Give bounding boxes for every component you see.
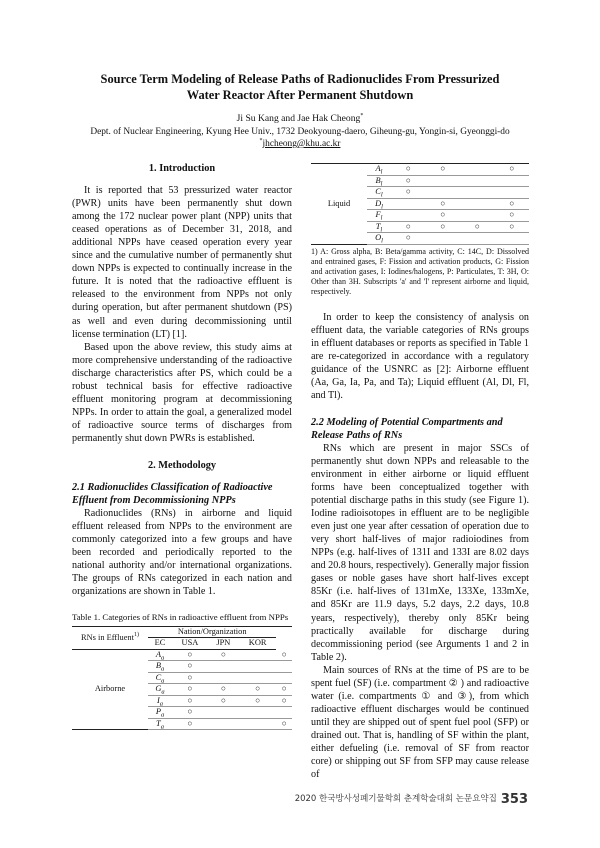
intro-paragraph-2: Based upon the above review, this study aims at more comprehensive understanding of the radioactive discharge characteristics after PS, which could be a robust technical basis for effective radioactive effluent monitoring program at decommissioning NPPs. In order to attain the goal, a generalized model of radioactive source terms of discharges from permanently shut down PWRs is established. (72, 341, 292, 444)
row-label: $C_l$ (367, 187, 391, 199)
table-cell (239, 718, 276, 730)
table-cell: ○ (276, 718, 292, 730)
table-cell: ○ (495, 198, 530, 210)
table-cell (239, 672, 276, 684)
table-cell (460, 210, 495, 222)
table-cell: ○ (495, 210, 530, 222)
row-label: $A_l$ (367, 164, 391, 176)
table-cell: ○ (172, 707, 208, 719)
table-cell (495, 187, 530, 199)
table-row (72, 649, 292, 661)
table-cell (239, 649, 276, 661)
row-label: $F_l$ (367, 210, 391, 222)
table-cell: ○ (172, 672, 208, 684)
authors (0, 113, 600, 125)
table-cell: ○ (426, 198, 461, 210)
email-link[interactable]: jhcheong@khu.ac.kr (262, 139, 341, 149)
col-kor: KOR (239, 638, 276, 650)
table-cell (495, 175, 530, 187)
methodology-heading: 2. Methodology (147, 459, 217, 471)
intro-heading: 1. Introduction (148, 163, 216, 174)
table-cell (460, 198, 495, 210)
row-label: $B_a$ (148, 661, 172, 673)
table-cell: ○ (172, 684, 208, 696)
table-cell (208, 661, 239, 673)
table-cell: ○ (426, 221, 461, 233)
table-cell (391, 210, 426, 222)
table-cell (426, 233, 461, 245)
table-cell (460, 187, 495, 199)
row-label: $C_a$ (148, 672, 172, 684)
table-cell (239, 707, 276, 719)
table-cell (239, 661, 276, 673)
table-cell (426, 175, 461, 187)
table-cell (276, 672, 292, 684)
table-cell: ○ (172, 695, 208, 707)
table-cell (495, 233, 530, 245)
table-cell: ○ (391, 187, 426, 199)
table-cell (460, 233, 495, 245)
right-paragraph-1: In order to keep the consistency of analysis on effluent data, the variable categories of RNs groups in effluent databases or reports as specified in Table 1 are re-categorized in accordance with a regulatory guidance of the USNRC as [2]: Airborne effluent (Aa, Ga, Ia, Pa, and Ta); Liquid effluent (Al, Dl, Fl, and Tl). (311, 311, 529, 401)
row-label: $T_a$ (148, 718, 172, 730)
col-jpn: JPN (208, 638, 239, 650)
subsection-2-2-heading: 2.2 Modeling of Potential Compartments and Release Paths of RNs (311, 416, 503, 441)
title-line-2: Water Reactor After Permanent Shutdown (186, 88, 414, 102)
affiliation: Dept. of Nuclear Engineering, Kyung Hee Univ., 1732 Deokyoung-daero, Giheung-gu, Yongin-si, Gyeonggi-do (90, 127, 510, 137)
row-label: $D_l$ (367, 198, 391, 210)
table-header-rn (72, 626, 148, 649)
table-cell: ○ (391, 164, 426, 176)
table-cell (276, 707, 292, 719)
table-cell: ○ (239, 695, 276, 707)
row-label: $G_a$ (148, 684, 172, 696)
table-cell: ○ (172, 718, 208, 730)
table-cell (208, 707, 239, 719)
table-cell (426, 187, 461, 199)
table-cell: ○ (276, 695, 292, 707)
col-ec: EC (148, 638, 172, 650)
table-cell: ○ (391, 221, 426, 233)
author-mark: * (360, 112, 364, 119)
table-cell: ○ (495, 164, 530, 176)
table-header-rn-text: RNs in Effluent (81, 632, 134, 642)
table-cell: ○ (208, 684, 239, 696)
table-cell: ○ (495, 221, 530, 233)
table-cell: ○ (276, 684, 292, 696)
liquid-rows (311, 164, 529, 245)
page-footer (295, 792, 528, 807)
table-1-airborne (72, 626, 292, 731)
table-cell (208, 718, 239, 730)
table-cell (391, 198, 426, 210)
author-names: Ji Su Kang and Jae Hak Cheong (236, 113, 361, 124)
row-label: $O_l$ (367, 233, 391, 245)
title-line-1: Source Term Modeling of Release Paths of Radionuclides From Pressurized (100, 72, 500, 86)
table-row (311, 164, 529, 176)
table-header-rn-sup: 1) (133, 631, 139, 638)
subsection-2-2-paragraph-1: RNs which are present in major SSCs of permanently shut down NPPs and releasable to the environment in either airborne or liquid effluent forms have been conceptualized together with potential discharge paths in this study (see Figure 1). Iodine radioisotopes in effluent are to be negligible even just one year after cessation of operation due to very short half-lives of major radioiodines from NPPs (e.g. half-lives of 131I and 133I are 8.02 days and 20.8 hours, respectively). Generally major fission gases or noble gases have short half-lives except 85Kr (i.e. half-lives of 131mXe, 133Xe, 133mXe, and 85Kr are 11.9 days, 5.2 days, 2.2 days, 10.8 years, respectively), thereby only 85Kr being practically available for discharge during decommissioning period (see Arguments 1 and 2 in Table 2). (311, 442, 529, 663)
footer-text: 2020 한국방사성폐기물학회 춘계학술대회 논문요약집 (294, 794, 497, 804)
table-1-caption: Table 1. Categories of RNs in radioactive effluent from NPPs (72, 612, 289, 623)
table-cell: ○ (460, 221, 495, 233)
table-cell: ○ (426, 210, 461, 222)
intro-paragraph-1: It is reported that 53 pressurized water reactor (PWR) units have been permanently shut down among the 172 nuclear power plant (NPP) units that ceased operations as of December 31, 2018, and additional NPPs have ceased operation every year since and the cumulative number of permanently shut down NPPs is expected to continually increase in the future. It is noted that the radioactive effluent is released to the environment from NPPs not only during operation, but after permanent shutdown (PS) as well and even during decommissioning until license termination (LT) [1]. (72, 185, 292, 340)
table-cell: ○ (391, 175, 426, 187)
table-cell (208, 672, 239, 684)
email-line (0, 138, 600, 150)
table-notes: 1) A: Gross alpha, B: Beta/gamma activity, C: 14C, D: Dissolved and entrained gases, F: Fission and activation products, G: Fission and activation gases, I: Iodines/halogens, P: Particulates, T: 3H, O: Other than 3H. Subscripts 'a' and 'l' represent airborne and liquid, respectively. (311, 246, 529, 296)
liquid-group-label: Liquid (327, 198, 351, 208)
table-cell: ○ (208, 649, 239, 661)
table-1-liquid (311, 163, 529, 245)
table-cell: ○ (208, 695, 239, 707)
row-label: $A_a$ (148, 649, 172, 661)
table-cell (276, 661, 292, 673)
table-cell (460, 164, 495, 176)
table-cell: ○ (172, 649, 208, 661)
left-column (72, 162, 292, 730)
email-mark: * (259, 137, 263, 144)
paper-title (40, 71, 560, 103)
airborne-group-label: Airborne (94, 684, 126, 694)
subsection-2-2-paragraph-2: Main sources of RNs at the time of PS are to be spent fuel (SF) (i.e. compartment ② ) and radioactive water (i.e. compartments ① and ③), from which radioactive effluent discharges would be continued until they are shipped out of spent fuel pool (SFP) or drained out. That is, handling of SF within the plant, either defueling (i.e. removal of SF from reactor core) or shipping out SF from SFP may cause release of (311, 664, 529, 781)
table-cell: ○ (239, 684, 276, 696)
table-cell: ○ (172, 661, 208, 673)
table-header-nation: Nation/Organization (148, 626, 276, 638)
table-cell (460, 175, 495, 187)
row-label: $I_a$ (148, 695, 172, 707)
right-column (311, 163, 529, 781)
table-cell: ○ (276, 649, 292, 661)
airborne-rows (72, 649, 292, 730)
subsection-2-1-heading: 2.1 Radionuclides Classification of Radioactive Effluent from Decommissioning NPPs (72, 482, 273, 507)
subsection-2-1-paragraph: Radionuclides (RNs) in airborne and liquid effluent released from NPPs to the environment are commonly categorized into a few groups and have been recorded and periodically reported to the national authority and/or international organizations. The groups of RNs categorized in each nation and organizations are shown in Table 1. (72, 508, 292, 598)
row-label: $B_l$ (367, 175, 391, 187)
table-cell: ○ (391, 233, 426, 245)
row-label: $P_a$ (148, 707, 172, 719)
page-number: 353 (500, 792, 528, 807)
col-usa: USA (172, 638, 208, 650)
table-cell: ○ (426, 164, 461, 176)
row-label: $T_l$ (367, 221, 391, 233)
